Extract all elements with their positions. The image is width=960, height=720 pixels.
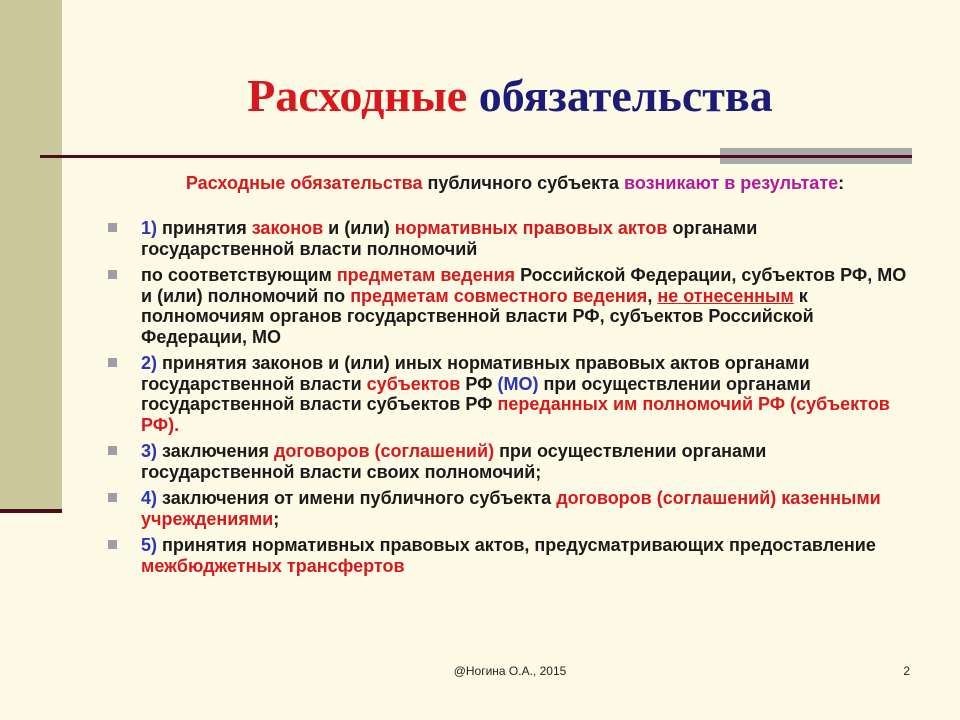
bullet-square-icon	[108, 493, 117, 502]
intro-colon: :	[838, 173, 845, 193]
item-number: 1)	[141, 218, 158, 238]
item-highlight: нормативных правовых актов	[394, 218, 668, 238]
item-highlight-underlined: не отнесенным	[657, 285, 794, 306]
intro-text	[160, 173, 870, 193]
title-part-1: Расходные	[247, 70, 468, 121]
list-item	[108, 441, 908, 482]
item-text: принятия законов и (или) иных нормативных правовых актов органами государственной власти	[141, 353, 810, 394]
list-item	[108, 535, 908, 576]
item-highlight: переданных им полномочий РФ (субъектов РФ).	[141, 394, 890, 435]
item-text: и (или)	[323, 218, 395, 238]
item-text: ,	[647, 285, 658, 306]
item-text: заключения	[157, 441, 274, 461]
item-highlight: предметам совместного ведения	[350, 285, 648, 306]
obligations-list	[108, 218, 908, 582]
bullet-square-icon	[108, 358, 117, 367]
item-highlight: межбюджетных трансфертов	[141, 555, 405, 576]
side-band	[0, 0, 62, 512]
item-text: по соответствующим	[141, 265, 337, 285]
item-highlight: договоров (соглашений)	[274, 441, 495, 461]
item-text: ;	[273, 508, 280, 529]
bullet-square-icon	[108, 223, 117, 232]
bullet-square-icon	[108, 446, 117, 455]
intro-verb: возникают в результате	[624, 173, 839, 193]
list-item	[108, 265, 908, 347]
side-band-edge	[0, 509, 62, 513]
title-part-2: обязательства	[478, 70, 773, 121]
item-number: 2)	[141, 353, 158, 373]
intro-term: Расходные обязательства	[185, 173, 423, 193]
item-highlight: законов	[251, 218, 324, 238]
intro-mid: публичного субъекта	[422, 173, 624, 193]
item-number: 4)	[141, 488, 158, 508]
item-number: 5)	[141, 535, 158, 555]
item-text: при осуществлении органами государственной власти своих полномочий;	[141, 441, 767, 482]
item-text: заключения от имени публичного субъекта	[157, 488, 557, 508]
title-rule	[40, 155, 912, 158]
list-item	[108, 218, 908, 259]
item-text: принятия	[157, 218, 252, 238]
list-item	[108, 353, 908, 435]
item-text: РФ	[460, 373, 498, 394]
item-highlight: договоров (соглашений) казенными учреждениями	[141, 488, 881, 529]
item-number: 3)	[141, 441, 158, 461]
item-text: к полномочиям органов государственной власти РФ, субъектов Российской Федерации, МО	[141, 285, 814, 347]
bullet-square-icon	[108, 270, 117, 279]
bullet-square-icon	[108, 540, 117, 549]
item-highlight: предметам ведения	[336, 265, 516, 285]
item-highlight-blue: (МО)	[497, 373, 539, 394]
item-text: органами государственной власти полномочий	[141, 218, 758, 259]
item-highlight: субъектов	[366, 373, 461, 394]
item-text: Российской Федерации, субъектов РФ, МО и (или) полномочий по	[141, 265, 907, 306]
list-item	[108, 488, 908, 529]
item-text: при осуществлении органами государственной власти субъектов РФ	[141, 373, 811, 414]
page-number: 2	[903, 664, 910, 678]
footer-author: @Ногина О.А., 2015	[453, 664, 567, 678]
item-text: принятия нормативных правовых актов, предусматривающих предоставление	[157, 535, 876, 555]
slide-title	[60, 66, 960, 126]
